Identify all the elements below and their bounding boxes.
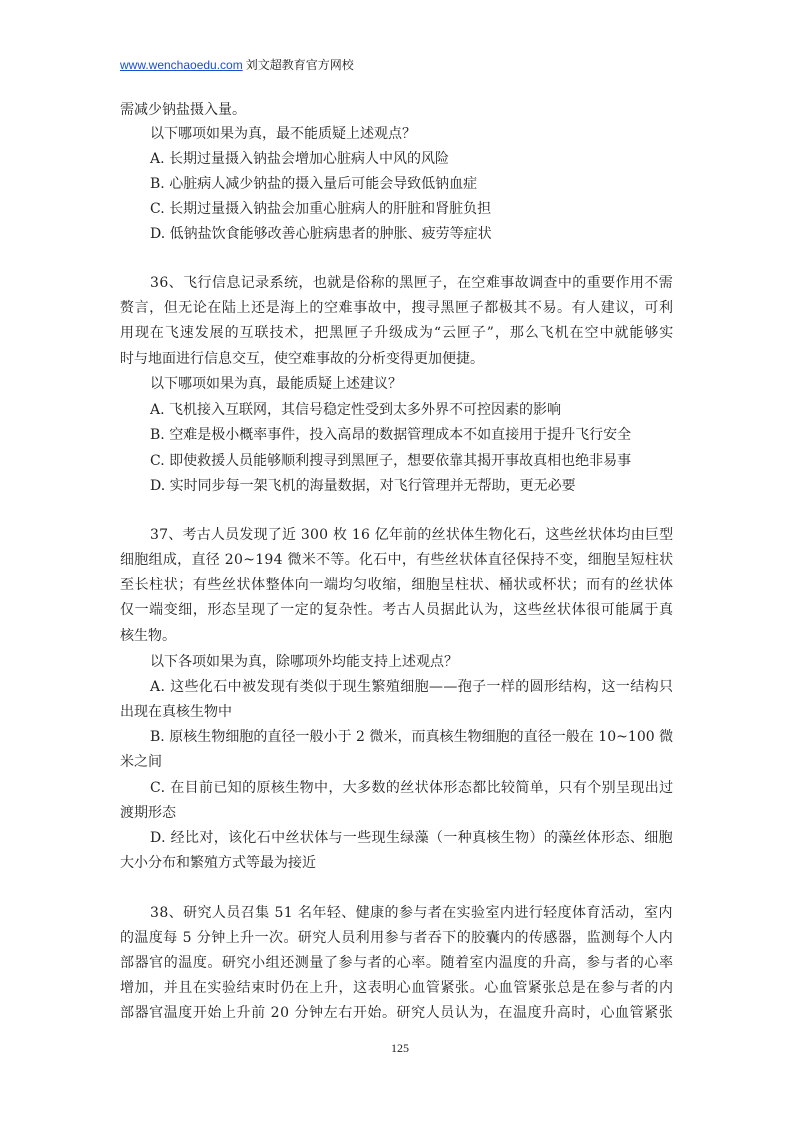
text-line: 部器官温度开始上升前 20 分钟左右开始。研究人员认为，在温度升高时，心血管紧张 xyxy=(120,1005,674,1021)
text-line: C. 在目前已知的原核生物中，大多数的丝状体形态都比较简单，只有个别呈现出过 xyxy=(150,780,674,796)
text-line: 用现在飞速发展的互联技术，把黑匣子升级成为“云匣子”，那么飞机在空中就能够实 xyxy=(120,325,675,341)
text-line: 部器官的温度。研究小组还测量了参与者的心率。随着室内温度的升高，参与者的心率 xyxy=(120,955,674,971)
text-line: C. 长期过量摄入钠盐会加重心脏病人的肝脏和肾脏负担 xyxy=(150,201,492,217)
text-line: B. 心脏病人减少钠盐的摄入量后可能会导致低钠血症 xyxy=(150,176,478,192)
text-line: 36、飞行信息记录系统，也就是俗称的黑匣子，在空难事故调查中的重要作用不需 xyxy=(150,275,674,291)
page-number: 125 xyxy=(391,1041,409,1055)
text-line: D. 低钠盐饮食能够改善心脏病患者的肿胀、疲劳等症状 xyxy=(150,226,492,242)
text-line: 至长柱状；有些丝状体整体向一端均匀收缩，细胞呈柱状、桶状或杯状；而有的丝状体 xyxy=(120,577,674,593)
text-line: 出现在真核生物中 xyxy=(120,704,232,720)
text-line: 以下各项如果为真，除哪项外均能支持上述观点？ xyxy=(150,654,458,670)
text-line: 37、考古人员发现了近 300 枚 16 亿年前的丝状体生物化石，这些丝状体均由巨型 xyxy=(150,527,674,543)
website-link[interactable]: www.wenchaoedu.com xyxy=(120,58,243,72)
text-line: B. 原核生物细胞的直径一般小于 2 微米，而真核生物细胞的直径一般在 10~100 微 xyxy=(150,729,674,745)
text-line: D. 经比对，该化石中丝状体与一些现生绿藻（一种真核生物）的藻丝体形态、细胞 xyxy=(150,830,673,846)
text-line: 仅一端变细，形态呈现了一定的复杂性。考古人员据此认为，这些丝状体很可能属于真 xyxy=(120,602,674,618)
text-line: C. 即使救援人员能够顺利搜寻到黑匣子，想要依靠其揭开事故真相也绝非易事 xyxy=(150,453,632,469)
text-line: 米之间 xyxy=(120,754,162,770)
page-header xyxy=(120,56,354,73)
text-line: B. 空难是极小概率事件，投入高昂的数据管理成本不如直接用于提升飞行安全 xyxy=(150,427,632,443)
text-line: A. 这些化石中被发现有类似于现生繁殖细胞——孢子一样的圆形结构，这一结构只 xyxy=(150,679,674,695)
text-line: 时与地面进行信息交互，使空难事故的分析变得更加便捷。 xyxy=(120,351,484,367)
text-line: 核生物。 xyxy=(120,628,176,644)
organization-name: 刘文超教育官方网校 xyxy=(245,58,354,72)
text-line: 以下哪项如果为真，最能质疑上述建议？ xyxy=(150,376,402,392)
text-line: 的温度每 5 分钟上升一次。研究人员利用参与者吞下的胶囊内的传感器，监测每个人内 xyxy=(120,930,674,946)
text-line: 赘言，但无论在陆上还是海上的空难事故中，搜寻黑匣子都极其不易。有人建议，可利 xyxy=(120,300,674,316)
text-line: 渡期形态 xyxy=(120,805,176,821)
text-line: 以下哪项如果为真，最不能质疑上述观点？ xyxy=(150,126,416,142)
text-line: 38、研究人员召集 51 名年轻、健康的参与者在实验室内进行轻度体育活动，室内 xyxy=(150,905,673,921)
text-line: 增加，并且在实验结束时仍在上升，这表明心血管紧张。心血管紧张总是在参与者的内 xyxy=(120,980,674,996)
text-line: 细胞组成，直径 20~194 微米不等。化石中，有些丝状体直径保持不变，细胞呈短柱状 xyxy=(120,552,674,568)
text-line: 需减少钠盐摄入量。 xyxy=(120,102,246,118)
text-line: A. 飞机接入互联网，其信号稳定性受到太多外界不可控因素的影响 xyxy=(150,402,562,418)
text-line: 大小分布和繁殖方式等最为接近 xyxy=(120,855,316,871)
text-line: A. 长期过量摄入钠盐会增加心脏病人中风的风险 xyxy=(150,151,450,167)
text-line: D. 实时同步每一架飞机的海量数据，对飞行管理并无帮助，更无必要 xyxy=(150,478,576,494)
